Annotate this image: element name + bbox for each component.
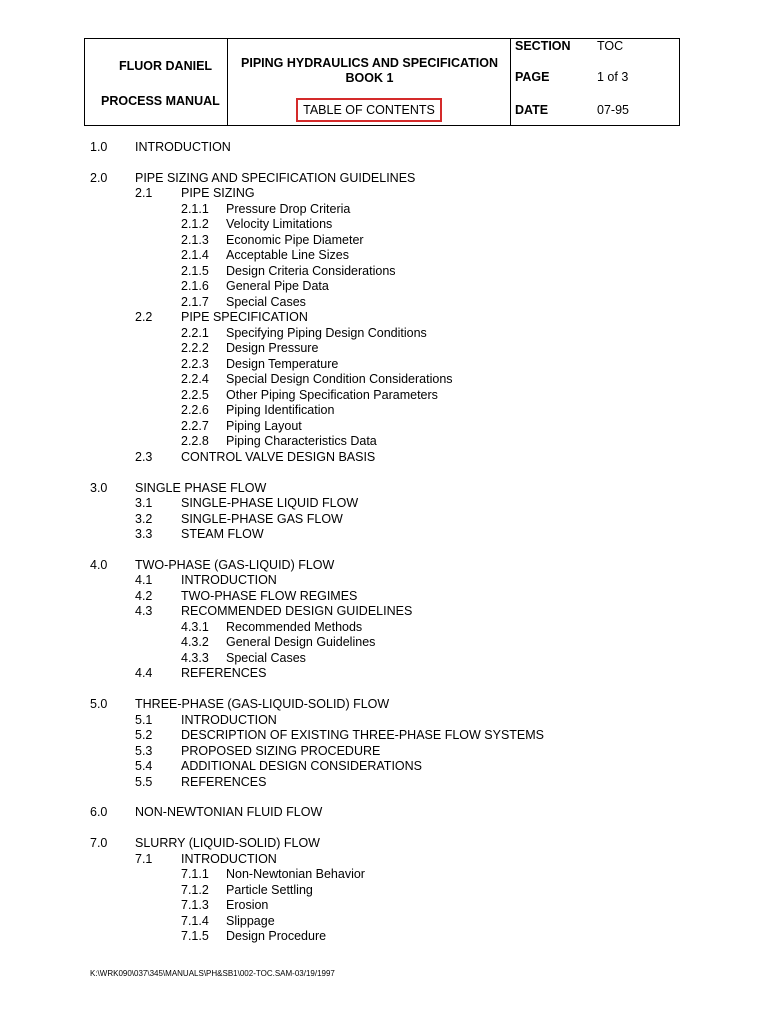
toc-entry [90, 279, 730, 295]
toc-entry-number: 4.1 [135, 573, 153, 588]
toc-entry [90, 914, 730, 930]
toc-entry [90, 202, 730, 218]
toc-entry-title: PIPE SIZING AND SPECIFICATION GUIDELINES [135, 170, 416, 185]
toc-entry-number: 4.4 [135, 666, 153, 681]
toc-entry-number: 5.2 [135, 728, 153, 743]
toc-entry [90, 651, 730, 667]
toc-entry-number: 2.3 [135, 449, 153, 464]
toc-entry-title: REFERENCES [181, 774, 267, 789]
toc-entry-title: STEAM FLOW [181, 527, 264, 542]
toc-entry [90, 589, 730, 605]
toc-entry [90, 248, 730, 264]
toc-entry [90, 357, 730, 373]
toc-entry-number: 2.1.7 [181, 294, 209, 309]
toc-entry-number: 1.0 [90, 140, 108, 154]
toc-entry-number: 4.3.2 [181, 635, 209, 650]
toc-entry [90, 341, 730, 357]
toc-entry [90, 744, 730, 760]
manual-name: PROCESS MANUAL [101, 94, 220, 108]
toc-entry-title: SLURRY (LIQUID-SOLID) FLOW [135, 836, 320, 851]
toc-entry [90, 264, 730, 280]
toc-entry-title: TWO-PHASE (GAS-LIQUID) FLOW [135, 557, 335, 572]
toc-entry-number: 2.2.5 [181, 387, 209, 402]
toc-entry-title: Piping Characteristics Data [226, 434, 377, 449]
toc-entry-title: PROPOSED SIZING PROCEDURE [181, 743, 381, 758]
toc-entry-number: 6.0 [90, 805, 108, 820]
toc-entry-title: INTRODUCTION [181, 712, 277, 727]
toc-entry [90, 620, 730, 636]
toc-entry-number: 5.5 [135, 774, 153, 789]
header-company-cell [85, 39, 228, 125]
toc-entry-title: Particle Settling [226, 882, 313, 897]
toc-entry-number: 4.3.1 [181, 619, 209, 634]
toc-entry-title: INTRODUCTION [181, 573, 277, 588]
toc-entry [90, 388, 730, 404]
toc-entry-title: Acceptable Line Sizes [226, 248, 349, 263]
toc-entry [90, 326, 730, 342]
toc-entry [90, 573, 730, 589]
toc-entry [90, 527, 730, 543]
toc-entry [90, 233, 730, 249]
meta-label: PAGE [515, 70, 550, 84]
toc-entry-number: 2.1.1 [181, 201, 209, 216]
toc-entry-number: 2.2.6 [181, 403, 209, 418]
toc-entry [90, 713, 730, 729]
toc-entry-number: 2.2.8 [181, 434, 209, 449]
toc-entry-title: Special Design Condition Considerations [226, 372, 453, 387]
toc-entry-title: Pressure Drop Criteria [226, 201, 351, 216]
company-name: FLUOR DANIEL [119, 59, 213, 73]
toc-entry-title: THREE-PHASE (GAS-LIQUID-SOLID) FLOW [135, 697, 390, 712]
toc-entry-title: INTRODUCTION [181, 851, 277, 866]
toc-entry-number: 7.1.3 [181, 898, 209, 913]
toc-entry-number: 2.1.5 [181, 263, 209, 278]
toc-entry-title: Economic Pipe Diameter [226, 232, 364, 247]
toc-entry [90, 496, 730, 512]
toc-entry-title: Other Piping Specification Parameters [226, 387, 438, 402]
toc-entry-number: 5.4 [135, 759, 153, 774]
toc-entry [90, 419, 730, 435]
toc-entry-number: 7.1.5 [181, 929, 209, 944]
toc-entry [90, 481, 730, 497]
toc-entry-number: 2.2.3 [181, 356, 209, 371]
toc-entry-title: CONTROL VALVE DESIGN BASIS [181, 449, 376, 464]
toc-entry-title: Piping Identification [226, 403, 335, 418]
toc-entry [90, 898, 730, 914]
header-meta-cell [511, 39, 681, 125]
toc-entry-title: REFERENCES [181, 666, 267, 681]
toc-entry-title: General Design Guidelines [226, 635, 376, 650]
toc-entry-title: SINGLE PHASE FLOW [135, 480, 267, 495]
toc-entry [90, 434, 730, 450]
toc-entry [90, 295, 730, 311]
toc-entry-number: 2.2.1 [181, 325, 209, 340]
toc-entry-title: SINGLE-PHASE GAS FLOW [181, 511, 343, 526]
toc-entry [90, 666, 730, 682]
toc-entry [90, 728, 730, 744]
document-title: PIPING HYDRAULICS AND SPECIFICATION BOOK 1 [241, 56, 498, 85]
toc-entry [90, 604, 730, 620]
toc-entry-number: 3.0 [90, 480, 108, 495]
toc-entry-title: Slippage [226, 913, 275, 928]
toc-entry-title: Piping Layout [226, 418, 302, 433]
toc-entry-number: 7.1.4 [181, 913, 209, 928]
toc-entry-number: 5.0 [90, 697, 108, 712]
toc-entry [90, 171, 730, 187]
toc-entry-title: Special Cases [226, 294, 306, 309]
toc-entry-number: 7.1.1 [181, 867, 209, 882]
toc-entry-title: Non-Newtonian Behavior [226, 867, 365, 882]
toc-entry-title: Design Pressure [226, 341, 319, 356]
toc-entry-title: PIPE SPECIFICATION [181, 310, 308, 325]
toc-entry-title: Design Temperature [226, 356, 339, 371]
toc-entry [90, 883, 730, 899]
toc-entry-title: Recommended Methods [226, 619, 363, 634]
toc-entry [90, 140, 730, 156]
meta-value: 07-95 [597, 103, 629, 117]
toc-entry [90, 217, 730, 233]
toc-entry [90, 697, 730, 713]
meta-label: SECTION [515, 39, 571, 53]
toc-entry [90, 310, 730, 326]
header-title-cell [228, 39, 511, 125]
toc-entry-number: 5.3 [135, 743, 153, 758]
toc-entry [90, 372, 730, 388]
toc-entry-number: 2.1.4 [181, 248, 209, 263]
toc-entry [90, 635, 730, 651]
document-header [84, 38, 680, 126]
toc-entry-title: Velocity Limitations [226, 217, 333, 232]
toc-entry-number: 2.1 [135, 186, 153, 201]
table-of-contents-label: TABLE OF CONTENTS [296, 98, 442, 122]
toc-entry-title: RECOMMENDED DESIGN GUIDELINES [181, 604, 413, 619]
meta-page [511, 70, 681, 88]
toc-entry [90, 558, 730, 574]
toc-entry-number: 2.1.2 [181, 217, 209, 232]
toc-entry-number: 3.3 [135, 527, 153, 542]
toc-entry-title: PIPE SIZING [181, 186, 255, 201]
toc-entry-title: Erosion [226, 898, 269, 913]
toc-entry [90, 852, 730, 868]
toc-entry [90, 775, 730, 791]
toc-entry-title: INTRODUCTION [135, 140, 231, 154]
toc-entry-number: 4.0 [90, 557, 108, 572]
toc-entry-number: 7.0 [90, 836, 108, 851]
toc-entry [90, 836, 730, 852]
toc-entry-number: 2.2.4 [181, 372, 209, 387]
toc-entry-number: 7.1 [135, 851, 153, 866]
meta-section [511, 39, 681, 57]
toc-entry [90, 759, 730, 775]
toc-entry-title: DESCRIPTION OF EXISTING THREE-PHASE FLOW SYSTEMS [181, 728, 545, 743]
toc-entry-number: 2.2.2 [181, 341, 209, 356]
toc-entry-number: 4.3 [135, 604, 153, 619]
toc-entry-title: Special Cases [226, 650, 306, 665]
meta-value: 1 of 3 [597, 70, 629, 84]
meta-value: TOC [597, 39, 624, 53]
toc-entry-number: 2.0 [90, 170, 108, 185]
toc-entry [90, 450, 730, 466]
toc-entry [90, 805, 730, 821]
toc-entry-number: 3.2 [135, 511, 153, 526]
toc-entry [90, 929, 730, 945]
toc-entry-number: 4.3.3 [181, 650, 209, 665]
toc-entry-title: Specifying Piping Design Conditions [226, 325, 427, 340]
toc-entry [90, 512, 730, 528]
toc-entry-title: NON-NEWTONIAN FLUID FLOW [135, 805, 323, 820]
footer-file-path: K:\WRK090\037\345\MANUALS\PH&SB1\002-TOC.SAM-03/19/1997 [90, 969, 335, 978]
toc-entry-number: 2.1.6 [181, 279, 209, 294]
toc-entry-number: 2.2 [135, 310, 153, 325]
toc-entry [90, 403, 730, 419]
toc-entry-number: 4.2 [135, 588, 153, 603]
toc-entry-number: 3.1 [135, 496, 153, 511]
toc-entry-title: SINGLE-PHASE LIQUID FLOW [181, 496, 359, 511]
toc-entry-title: Design Procedure [226, 929, 327, 944]
toc-entry-title: ADDITIONAL DESIGN CONSIDERATIONS [181, 759, 423, 774]
toc-entry-number: 2.1.3 [181, 232, 209, 247]
toc-entry-number: 7.1.2 [181, 882, 209, 897]
toc-entry-number: 2.2.7 [181, 418, 209, 433]
meta-label: DATE [515, 103, 549, 117]
table-of-contents [90, 140, 730, 945]
toc-entry [90, 186, 730, 202]
toc-entry-title: TWO-PHASE FLOW REGIMES [181, 588, 358, 603]
toc-entry-number: 5.1 [135, 712, 153, 727]
meta-date [511, 103, 681, 121]
toc-entry [90, 867, 730, 883]
toc-entry-title: Design Criteria Considerations [226, 263, 396, 278]
toc-entry-title: General Pipe Data [226, 279, 329, 294]
